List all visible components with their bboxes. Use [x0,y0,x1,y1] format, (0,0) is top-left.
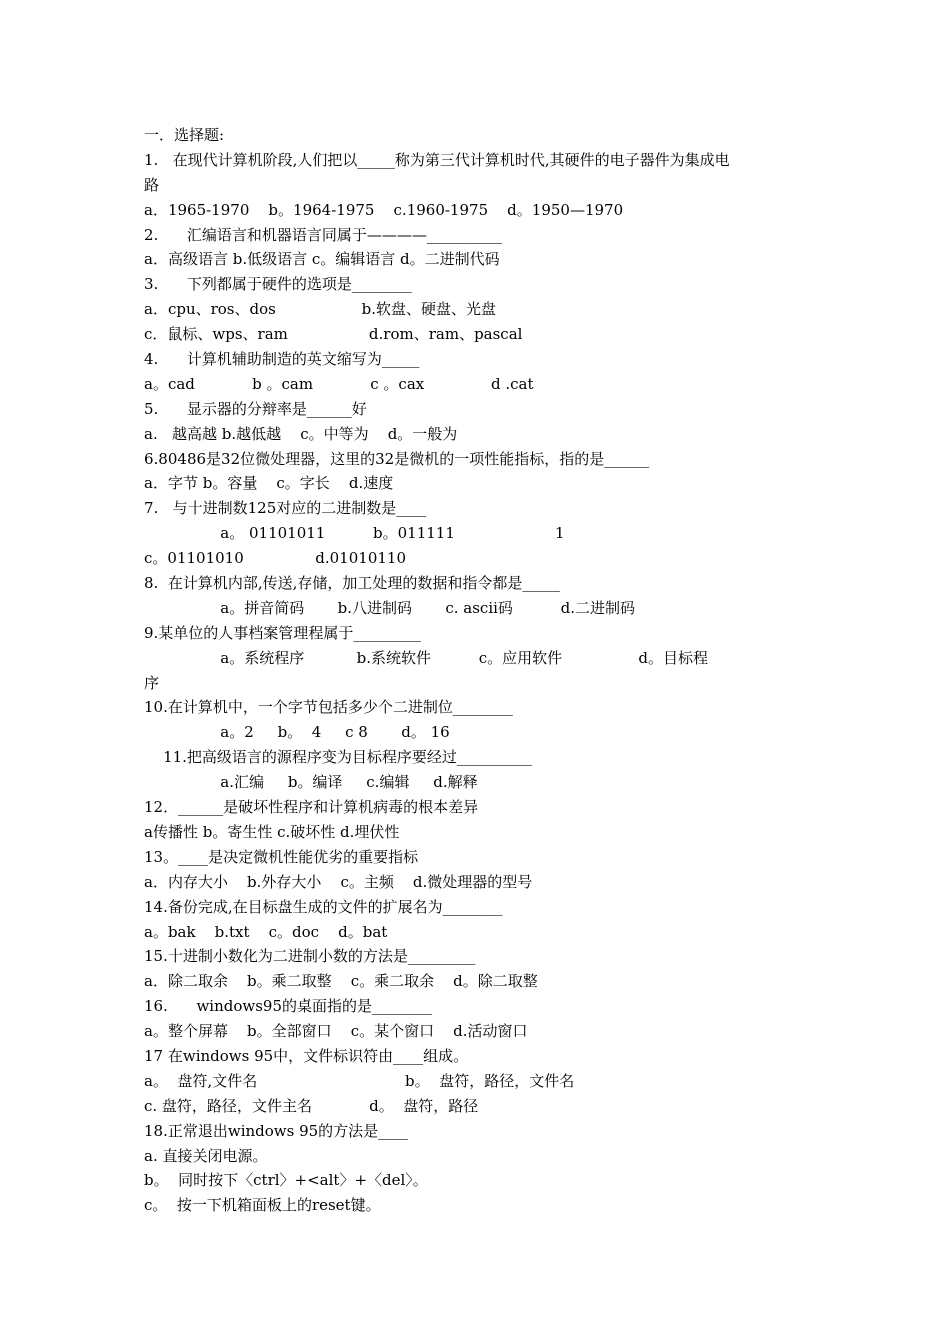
document-line: c。01101010 d.01010110 [144,549,406,568]
document-line: 一．选择题: [144,126,225,144]
document-line: 2. 汇编语言和机器语言同属于————__________ [144,225,502,244]
document-line: a．字节 b。容量 c。字长 d.速度 [144,474,394,493]
document-line: 路 [144,175,160,194]
document-line: a。2 b。 4 c 8 d。 16 [144,723,450,742]
document-line: a．内存大小 b.外存大小 c。主频 d.微处理器的型号 [144,872,533,891]
document-line: 12．______是破坏性程序和计算机病毒的根本差异 [144,798,479,817]
document-line: a. 越高越 b.越低越 c。中等为 d。一般为 [144,424,458,443]
document-line: 1. 在现代计算机阶段,人们把以_____称为第三代计算机时代,其硬件的电子器件为集成电 [144,150,730,169]
document-line: 序 [144,673,160,692]
document-line: c。 按一下机箱面板上的reset键。 [144,1196,381,1215]
document-line: a。bak b.txt c。doc d。bat [144,922,388,941]
document-line: 16. windows95的桌面指的是________ [144,997,433,1016]
question-list [144,123,814,1218]
document-line: a．高级语言 b.低级语言 c。编辑语言 d。二进制代码 [144,250,500,269]
document-line: a。cad b 。cam c 。cax d .cat [144,374,534,393]
document-line: 14.备份完成,在目标盘生成的文件的扩展名为________ [144,897,503,916]
document-line: a.汇编 b。编译 c.编辑 d.解释 [144,773,478,792]
document-line: a传播性 b。寄生性 c.破坏性 d.埋伏性 [144,822,400,841]
document-line: a．cpu、ros、dos b.软盘、硬盘、光盘 [144,300,497,319]
document-line: a。 盘符,文件名 b。 盘符，路径，文件名 [144,1071,575,1090]
document-line: 3. 下列都属于硬件的选项是________ [144,275,412,294]
document-line: a。 01101011 b。011111 1 [144,524,565,543]
document-line: 11.把高级语言的源程序变为目标程序要经过__________ [144,748,532,767]
document-line: 13。____是决定微机性能优劣的重要指标 [144,847,419,866]
document-line: c．鼠标、wps、ram d.rom、ram、pascal [144,325,523,344]
document-line: 9.某单位的人事档案管理程属于_________ [144,623,421,642]
document-line: 8. 在计算机内部,传送,存储，加工处理的数据和指令都是_____ [144,574,560,593]
document-line: a。拼音简码 b.八进制码 c. ascii码 d.二进制码 [144,598,635,617]
document-line: 18.正常退出windows 95的方法是____ [144,1121,409,1140]
document-line: 6.80486是32位微处理器，这里的32是微机的一项性能指标，指的是______ [144,449,650,468]
document-line: a。系统程序 b.系统软件 c。应用软件 d。目标程 [144,648,709,667]
document-line: b。 同时按下〈ctrl〉+<alt〉+〈del〉。 [144,1171,428,1190]
document-line: 15.十进制小数化为二进制小数的方法是_________ [144,947,476,966]
document-line: a. 直接关闭电源。 [144,1146,268,1165]
document-line: 5. 显示器的分辩率是______好 [144,399,367,418]
document-line: c. 盘符，路径，文件主名 d。 盘符，路径 [144,1096,479,1115]
document-line: 4. 计算机辅助制造的英文缩写为_____ [144,350,420,369]
document-line: 10.在计算机中，一个字节包括多少个二进制位________ [144,698,513,717]
document-line: a。整个屏幕 b。全部窗口 c。某个窗口 d.活动窗口 [144,1022,528,1041]
document-line: a．除二取余 b。乘二取整 c。乘二取余 d。除二取整 [144,972,538,991]
document-line: a．1965-1970 b。1964-1975 c.1960-1975 d。1950—1970 [144,200,624,219]
document-line: 17 在windows 95中，文件标识符由____组成。 [144,1046,469,1065]
document-line: 7. 与十进制数125对应的二进制数是____ [144,499,427,518]
